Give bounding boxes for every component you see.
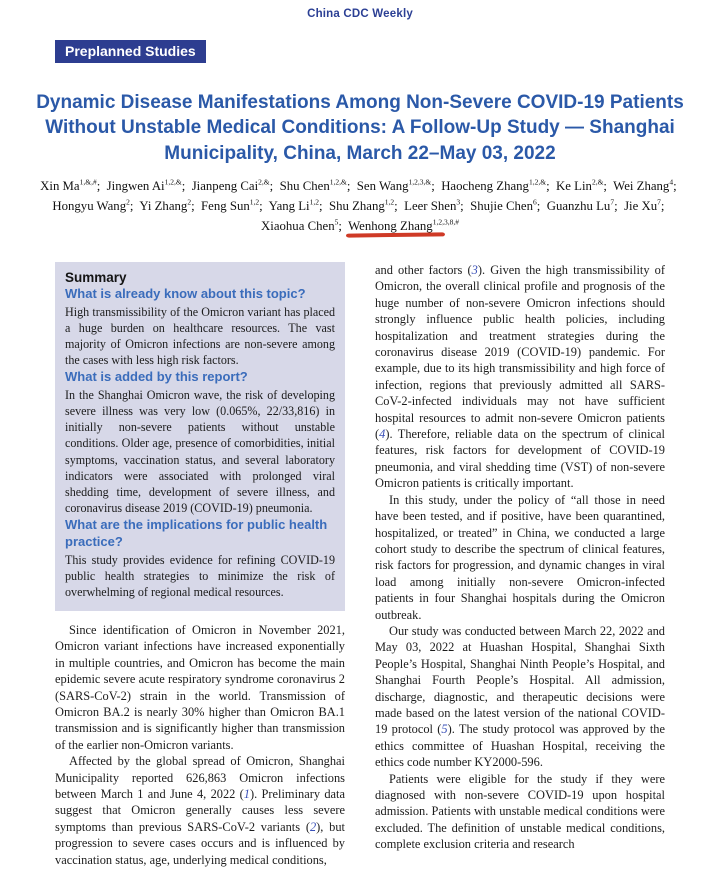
- author-name: Sen Wang$^{1,2,3,\&}$: [356, 177, 432, 193]
- author-affiliation-sup: 1,2,&: [164, 177, 182, 187]
- author-name: Jianpeng Cai$^{2,\&}$: [191, 177, 270, 193]
- author-affiliation-sup: 7: [657, 197, 661, 207]
- paragraph-study-aim: In this study, under the policy of “all those in need have been tested, and if positive, have been quarantined, hospitalized, or treated” in China, we conducted a large cohort study to describe the spectrum of clinical features, risk factors for progression, and dynamic changes in viral load among initially non-severe Omicron-infected patients in four Shanghai hospitals during the Omicron outbreak.: [375, 492, 665, 622]
- paragraph-study-sites: Our study was conducted between March 22, 2022 and May 03, 2022 at Huashan Hospital, Shanghai Sixth People’s Hospital, Shanghai Ninth People’s Hospital, and Shanghai Fourth People’s Hospital. All admission, discharge, diagnostic, and therapeutic decisions were made based on the latest version of the national COVID-19 protocol (5). The study protocol was approved by the ethics committee of Huashan Hospital, receiving the ethics code number KY2000-596.: [375, 623, 665, 770]
- author-affiliation-sup: 5: [334, 217, 339, 227]
- author-name: Feng Sun$^{1,2}$: [201, 197, 260, 214]
- corresponding-author: Wenhong Zhang$^{1,2,3,8,\#}$: [348, 217, 459, 234]
- summary-question-added: What is added by this report?: [65, 369, 248, 385]
- author-affiliation-sup: 1,2,&: [528, 177, 547, 187]
- author-affiliation-sup: 3: [456, 197, 461, 207]
- summary-answer-added: In the Shanghai Omicron wave, the risk of developing severe illness was very low (0.065%, 22/33,816) in initially non-severe patients without unstable conditions. Older age, presence of comorbidities, initial symptoms, vaccination status, and several laboratory indicators were associated with prolonged viral shedding time, development of severe illness, and coronavirus disease 2019 (COVID-19) pneumonia.: [65, 388, 335, 515]
- author-name: Jingwen $Ai^{1,2,\&}$: [106, 177, 182, 193]
- author-name: Xiaohua Chen$^5$: [261, 217, 339, 234]
- citation-ref[interactable]: 5: [441, 722, 448, 737]
- paragraph-policy-importance: and other factors (3). Given the high transmissibility of Omicron, the overall clinical profile and prognosis of the huge number of non-severe Omicron infections should strongly influence public health policies, including hospitalization and treatment strategies during the coronavirus disease 2019 (COVID-19) pandemic. For example, due to its high transmissibility and high force of infection, regions that previously admitted all SARS-CoV-2-infected individuals may not have sufficient hospital resources to admit non-severe Omicron patients (4). Therefore, reliable data on the spectrum of clinical features, risk factors for development of COVID-19 pneumonia, and viral shedding time (VST) of non-severe Omicron patients is critically important.: [375, 263, 665, 491]
- summary-question-implications: What are the implications for public health practice?: [65, 516, 328, 549]
- author-affiliation-sup: 1,2: [384, 197, 395, 207]
- left-column: [55, 262, 345, 868]
- author-affiliation-sup: 2: [126, 197, 130, 207]
- author-affiliation-sup: 1,2,3,8,#: [432, 217, 459, 227]
- author-affiliation-sup: 1,&,#: [79, 177, 97, 187]
- author-affiliation-sup: 2: [187, 197, 192, 207]
- summary-question-topic: What is already know about this topic?: [65, 286, 306, 301]
- author-name: Hongyu Wang$^2$: [52, 197, 130, 214]
- summary-heading: Summary: [65, 270, 127, 285]
- author-name: Jie Xu$^7$: [624, 197, 661, 214]
- author-name: Yi Zhang$^2$: [139, 197, 192, 214]
- citation-ref[interactable]: 1: [243, 787, 250, 802]
- author-affiliation-sup: 1,2,3,&: [408, 177, 432, 187]
- paragraph-intro-omicron: Since identification of Omicron in November 2021, Omicron variant infections have increased exponentially in multiple countries, and Omicron has become the main epidemic severe acute respiratory syndrome coronavirus 2 (SARS-CoV-2) strain in the world. Transmission of Omicron BA.2 is nearly 30% higher than Omicron BA.1 transmission and is significantly higher than transmission of the earlier non-Omicron variants.: [55, 622, 345, 752]
- author-affiliation-sup: 1,2,&: [329, 177, 347, 187]
- author-name: Yang Li$^{1,2}$: [268, 197, 319, 214]
- author-name: Shujie Chen$^6$: [470, 197, 537, 214]
- author-affiliation-sup: 2,&: [591, 177, 604, 187]
- author-name: Guanzhu Lu$^7$: [546, 197, 615, 214]
- summary-answer-topic: High transmissibility of the Omicron variant has placed a huge burden on healthcare resources. The vast majority of Omicron infections are non-severe among the cases with less high risk factors.: [65, 304, 335, 368]
- author-name: Xin $Ma^{1,\&,\#}$: [40, 177, 97, 193]
- summary-box: [55, 262, 345, 611]
- author-affiliation-sup: 1,2: [309, 197, 319, 207]
- author-name: Haocheng Zhang$^{1,2,\&}$: [441, 177, 547, 193]
- author-name: Wei Zhang$^4$: [613, 177, 674, 193]
- article-title: Dynamic Disease Manifestations Among Non-Severe COVID-19 Patients Without Unstable Medical Conditions: A Follow-Up Study — Shanghai Municipality, China, March 22–May 03, 2022: [36, 92, 684, 164]
- author-affiliation-sup: 4: [669, 177, 674, 187]
- author-name: Shu Zhang$^{1,2}$: [328, 197, 395, 214]
- category-badge: Preplanned Studies: [55, 40, 206, 63]
- author-name: Ke Lin$^{2,\&}$: [556, 177, 604, 193]
- two-column-body: [55, 262, 665, 868]
- author-affiliation-sup: 2,&: [258, 177, 270, 187]
- author-name: Leer Shen$^3$: [404, 197, 461, 214]
- paragraph-shanghai-spread: Affected by the global spread of Omicron, Shanghai Municipality reported 626,863 Omicron infections between March 1 and June 4, 2022 (1). Preliminary data suggest that Omicron generally causes less severe symptoms than previous SARS-CoV-2 variants (2), but progression to severe cases occurs and is influenced by vaccination status, age, underlying medical conditions,: [55, 754, 345, 867]
- citation-ref[interactable]: 3: [471, 263, 478, 277]
- author-affiliation-sup: 1,2: [249, 197, 260, 207]
- citation-ref[interactable]: 4: [379, 427, 386, 442]
- author-name: Shu Chen$^{1,2,\&}$: [279, 177, 347, 193]
- journal-name: China CDC Weekly: [307, 8, 413, 20]
- author-affiliation-sup: 7: [610, 197, 615, 207]
- citation-ref[interactable]: 2: [309, 819, 317, 834]
- author-affiliation-sup: 6: [533, 197, 537, 207]
- paragraph-eligibility: Patients were eligible for the study if they were diagnosed with non-severe COVID-19 upon hospital admission. Patients with unstable medical conditions were excluded. The definition of unstable medical conditions, complete exclusion criteria and research: [375, 771, 665, 852]
- author-list: Xin $Ma^{1,\&,\#}$; Jingwen $Ai^{1,2,\&}$; Jianpeng Cai$^{2,\&}$; Shu Chen$^{1,2,\&}$; Sen Wang$^{1,2,3,\&}$; Haocheng Zhang$^{1,2,\&}$; Ke Lin$^{2,\&}$; Wei Zhang$^4$; Hongyu Wang$^2$; Yi Zhang$^2$; Feng Sun$^{1,2}$; Yang Li$^{1,2}$; Shu Zhang$^{1,2}$; Leer Shen$^3$; Shujie Chen$^6$; Guanzhu Lu$^7$; Jie Xu$^7$; Xiaohua Chen$^5$; Wenhong Zhang$^{1,2,3,8,\#}$: [40, 177, 680, 234]
- right-column: [375, 262, 665, 868]
- summary-answer-implications: This study provides evidence for refining COVID-19 public health strategies to minimize the risk of overwhelming of regional medical resources.: [65, 552, 335, 599]
